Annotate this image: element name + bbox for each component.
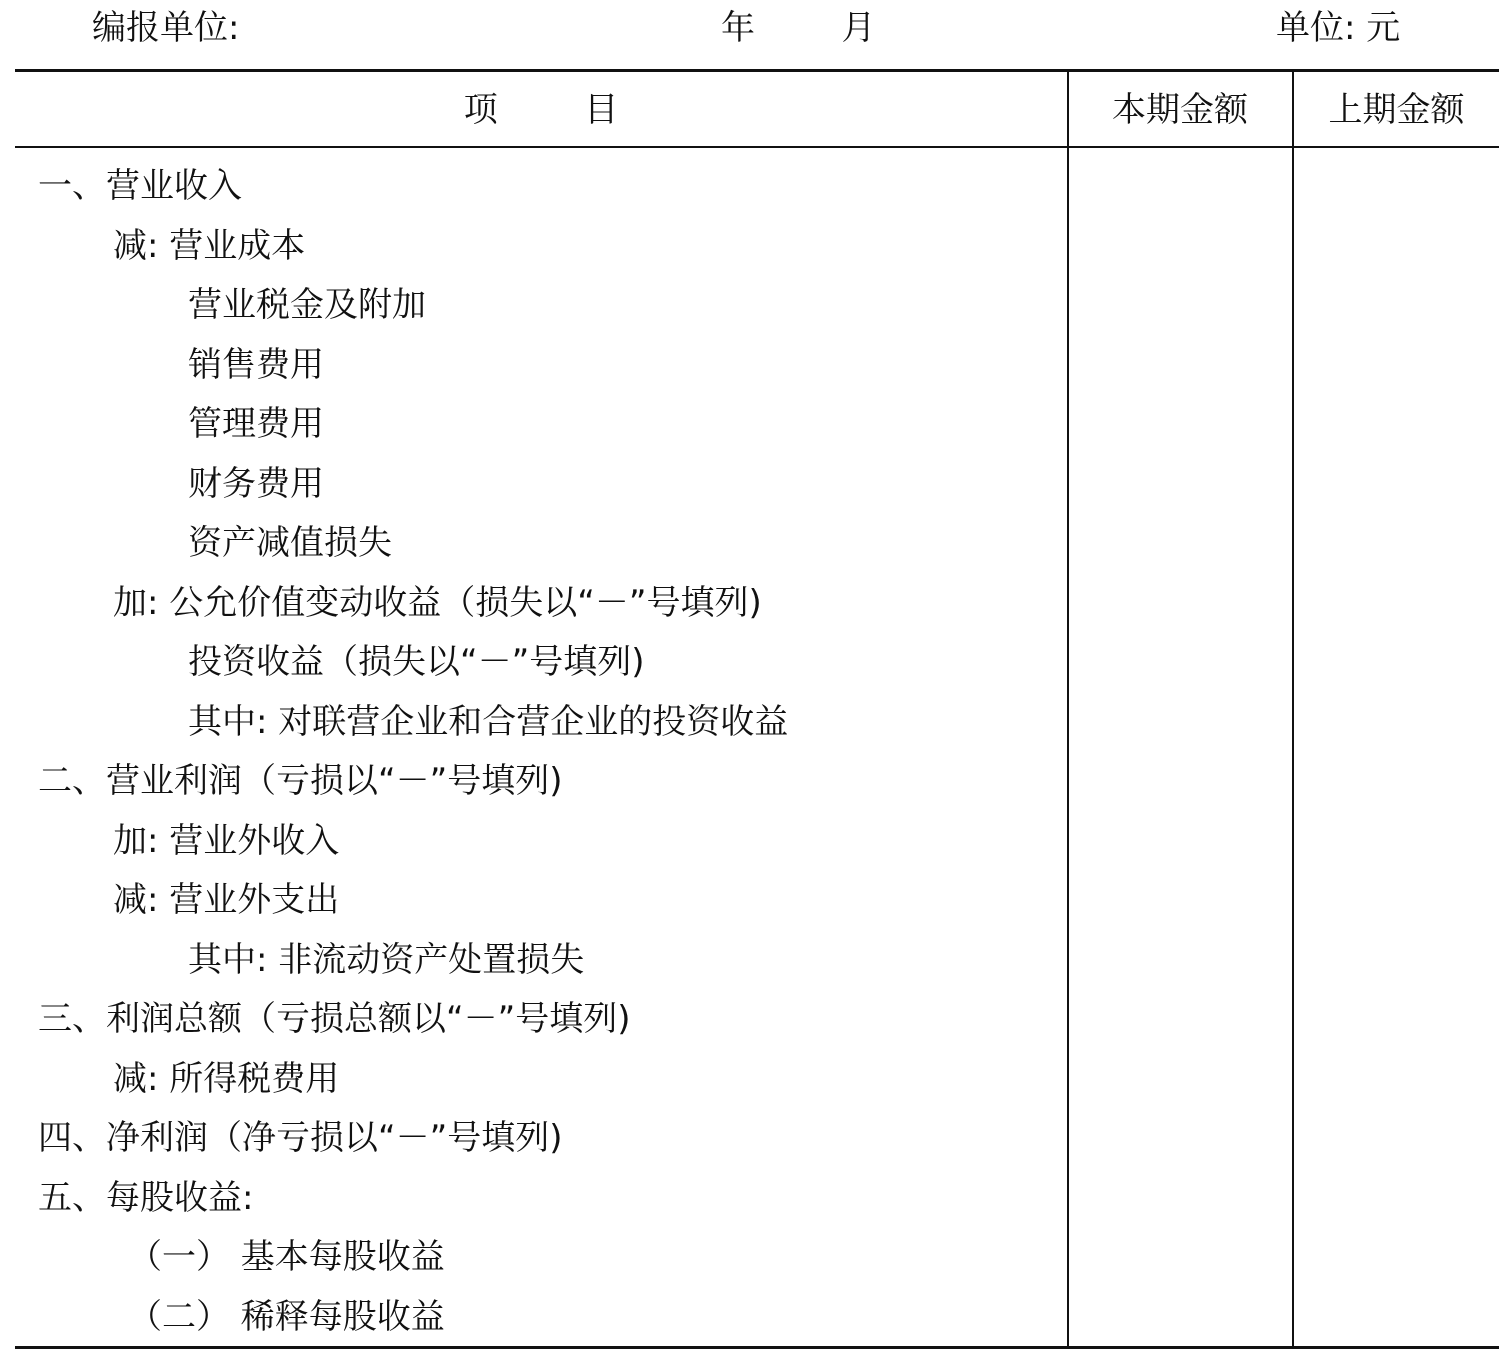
line-item-fair-value-change-gain: 加: 公允价值变动收益（损失以“－”号填列) bbox=[113, 582, 762, 623]
line-item-diluted-eps: （二） 稀释每股收益 bbox=[128, 1296, 445, 1337]
column-divider-prior bbox=[1292, 72, 1294, 1346]
line-item-business-tax-surcharges: 营业税金及附加 bbox=[188, 285, 426, 325]
report-period-label: 年 月 bbox=[721, 8, 876, 48]
column-divider-current bbox=[1067, 72, 1069, 1346]
item-column-header: 项 目 bbox=[463, 90, 619, 130]
line-item-operating-revenue: 一、营业收入 bbox=[38, 166, 242, 206]
line-item-non-operating-expenses: 减: 营业外支出 bbox=[113, 880, 340, 920]
line-item-financial-expenses: 财务费用 bbox=[188, 463, 324, 504]
line-item-investment-income: 投资收益（损失以“－”号填列) bbox=[188, 642, 645, 682]
line-item-basic-eps: （一） 基本每股收益 bbox=[128, 1237, 445, 1277]
line-item-income-tax-expense: 减: 所得税费用 bbox=[113, 1058, 340, 1099]
line-item-operating-profit: 二、营业利润（亏损以“－”号填列) bbox=[38, 761, 563, 801]
current-period-column-header: 本期金额 bbox=[1112, 90, 1248, 130]
line-item-operating-cost: 减: 营业成本 bbox=[113, 225, 306, 266]
table-header-row bbox=[15, 72, 1499, 148]
line-item-net-profit: 四、净利润（净亏损以“－”号填列) bbox=[38, 1118, 563, 1158]
income-statement-table bbox=[15, 69, 1499, 1349]
prior-period-column-header: 上期金额 bbox=[1328, 90, 1465, 130]
line-item-non-current-asset-disposal-loss: 其中: 非流动资产处置损失 bbox=[188, 939, 585, 980]
line-item-asset-impairment-loss: 资产减值损失 bbox=[188, 523, 392, 563]
reporting-unit-label: 编报单位: bbox=[92, 8, 240, 48]
line-item-total-profit: 三、利润总额（亏损总额以“－”号填列) bbox=[38, 999, 631, 1039]
line-item-associate-jv-investment-income: 其中: 对联营企业和合营企业的投资收益 bbox=[188, 701, 789, 742]
line-item-administrative-expenses: 管理费用 bbox=[188, 404, 324, 444]
line-item-non-operating-income: 加: 营业外收入 bbox=[113, 820, 340, 861]
line-item-list bbox=[15, 157, 1067, 1347]
line-item-earnings-per-share: 五、每股收益: bbox=[38, 1177, 254, 1218]
line-item-selling-expenses: 销售费用 bbox=[188, 344, 324, 385]
currency-unit-label: 单位: 元 bbox=[1276, 8, 1401, 48]
